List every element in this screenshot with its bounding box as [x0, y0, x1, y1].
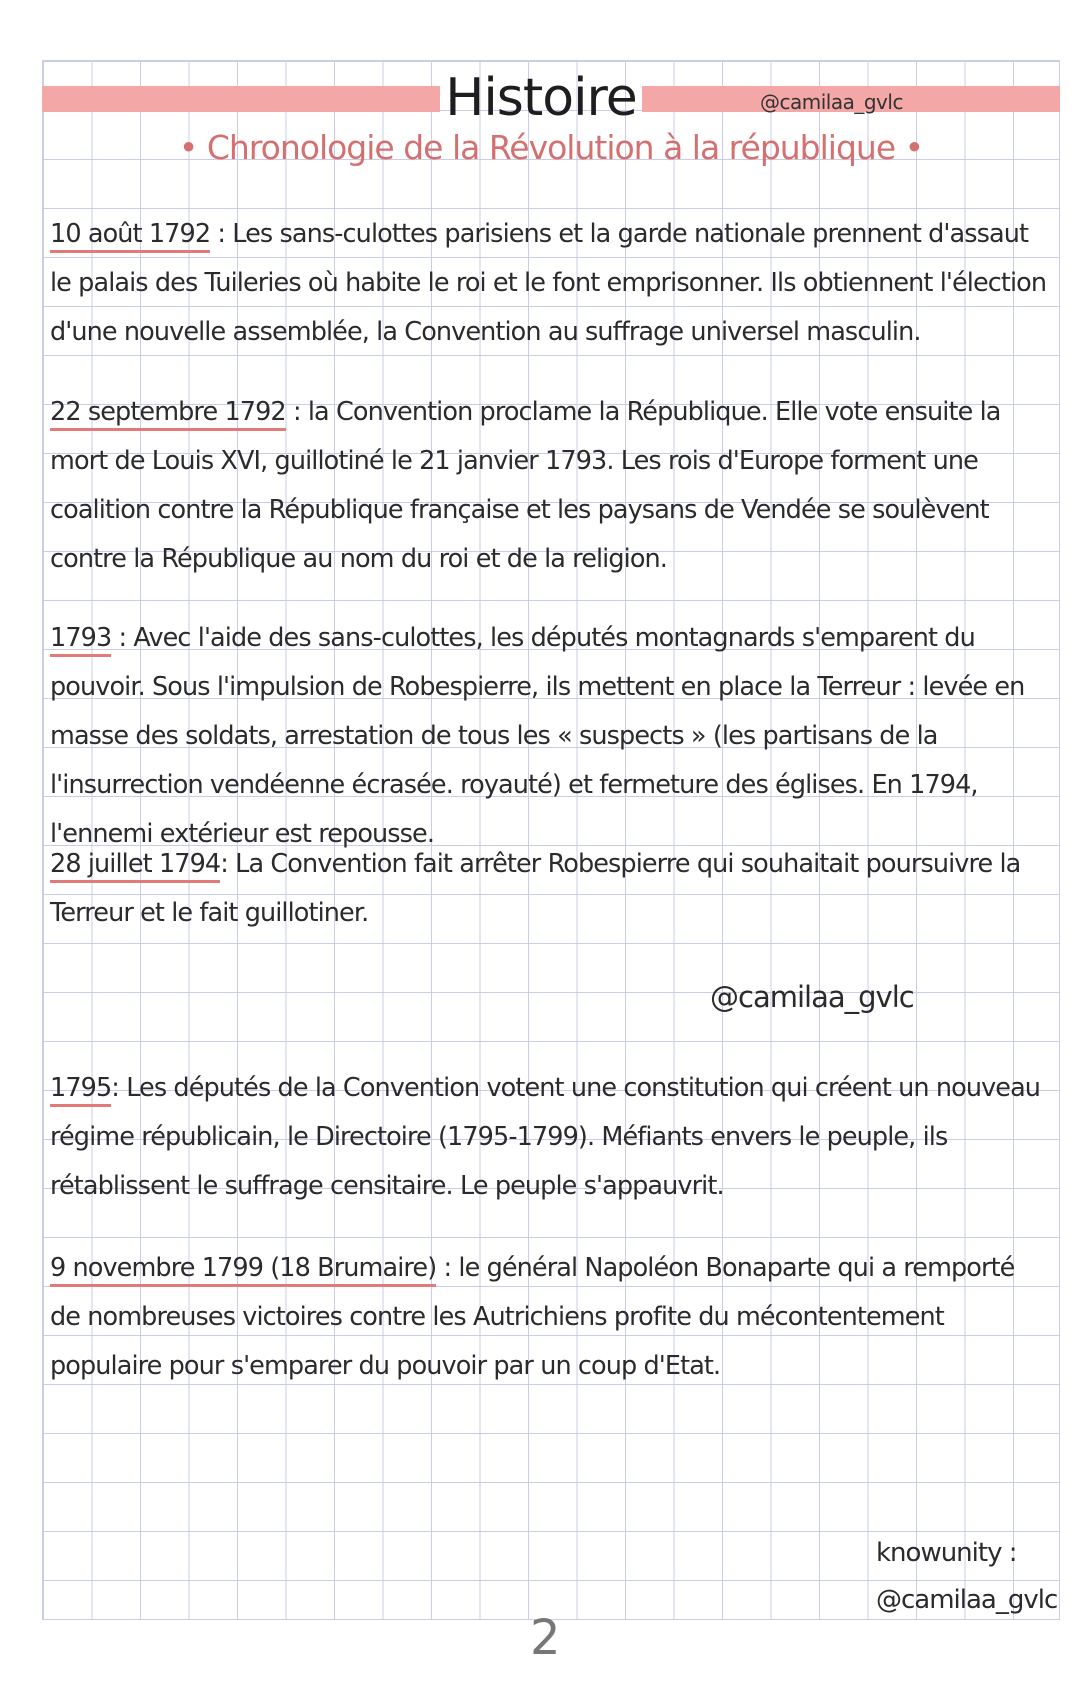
entry-text: : Avec l'aide des sans-culottes, les députés montagnards s'emparent du pouvoir. Sous l'impulsion de Robespierre, ils mettent en place la Terreur : levée en masse des soldats, arrestation de tous les « suspects » (les partisans de la l'insurrection vendéenne écrasée. royauté) et fermeture des églises. En 1794, l'ennemi extérieur est repousse.: [50, 623, 1025, 849]
credit-line-2: @camilaa_gvlc: [876, 1585, 1058, 1615]
entry-date: 22 septembre 1792: [50, 397, 286, 431]
author-handle-top: @camilaa_gvlc: [760, 90, 903, 114]
entry-date: 1793: [50, 623, 111, 657]
page-subtitle: • Chronologie de la Révolution à la république •: [178, 128, 924, 167]
entry-text: : La Convention fait arrêter Robespierre qui souhaitait poursuivre la Terreur et le fait guillotiner.: [50, 849, 1021, 928]
entry-text: : Les députés de la Convention votent une constitution qui créent un nouveau régime républicain, le Directoire (1795-1799). Méfiants envers le peuple, ils rétablissent le suffrage censitaire. Le peuple s'appauvrit.: [50, 1073, 1041, 1201]
footer-credit: [876, 1530, 1057, 1624]
entry-date: 9 novembre 1799 (18 Brumaire): [50, 1253, 436, 1287]
timeline-entry: [50, 840, 1050, 938]
page-title: Histoire: [445, 68, 637, 128]
entry-text: : le général Napoléon Bonaparte qui a remporté de nombreuses victoires contre les Autrichiens profite du mécontentement populaire pour s'emparer du pouvoir par un coup d'Etat.: [50, 1253, 1015, 1381]
timeline-entry: [50, 1244, 1050, 1391]
timeline-entry: [50, 210, 1050, 357]
credit-line-1: knowunity :: [876, 1538, 1017, 1568]
watermark-handle: @camilaa_gvlc: [710, 980, 914, 1014]
entry-date: 28 juillet 1794: [50, 849, 220, 883]
entry-date: 1795: [50, 1073, 111, 1107]
timeline-entry: [50, 1064, 1050, 1211]
timeline-entry: [50, 614, 1050, 859]
header-band-left: [42, 86, 440, 112]
entry-text: : Les sans-culottes parisiens et la garde nationale prennent d'assaut le palais des Tuileries où habite le roi et le font emprisonner. Ils obtiennent l'élection d'une nouvelle assemblée, la Convention au suffrage universel masculin.: [50, 219, 1047, 347]
entry-text: : la Convention proclame la République. Elle vote ensuite la mort de Louis XVI, guillotiné le 21 janvier 1793. Les rois d'Europe forment une coalition contre la République française et les paysans de Vendée se soulèvent contre la République au nom du roi et de la religion.: [50, 397, 1001, 574]
entry-date: 10 août 1792: [50, 219, 210, 253]
page-number: 2: [530, 1610, 561, 1666]
timeline-entry: [50, 388, 1050, 584]
